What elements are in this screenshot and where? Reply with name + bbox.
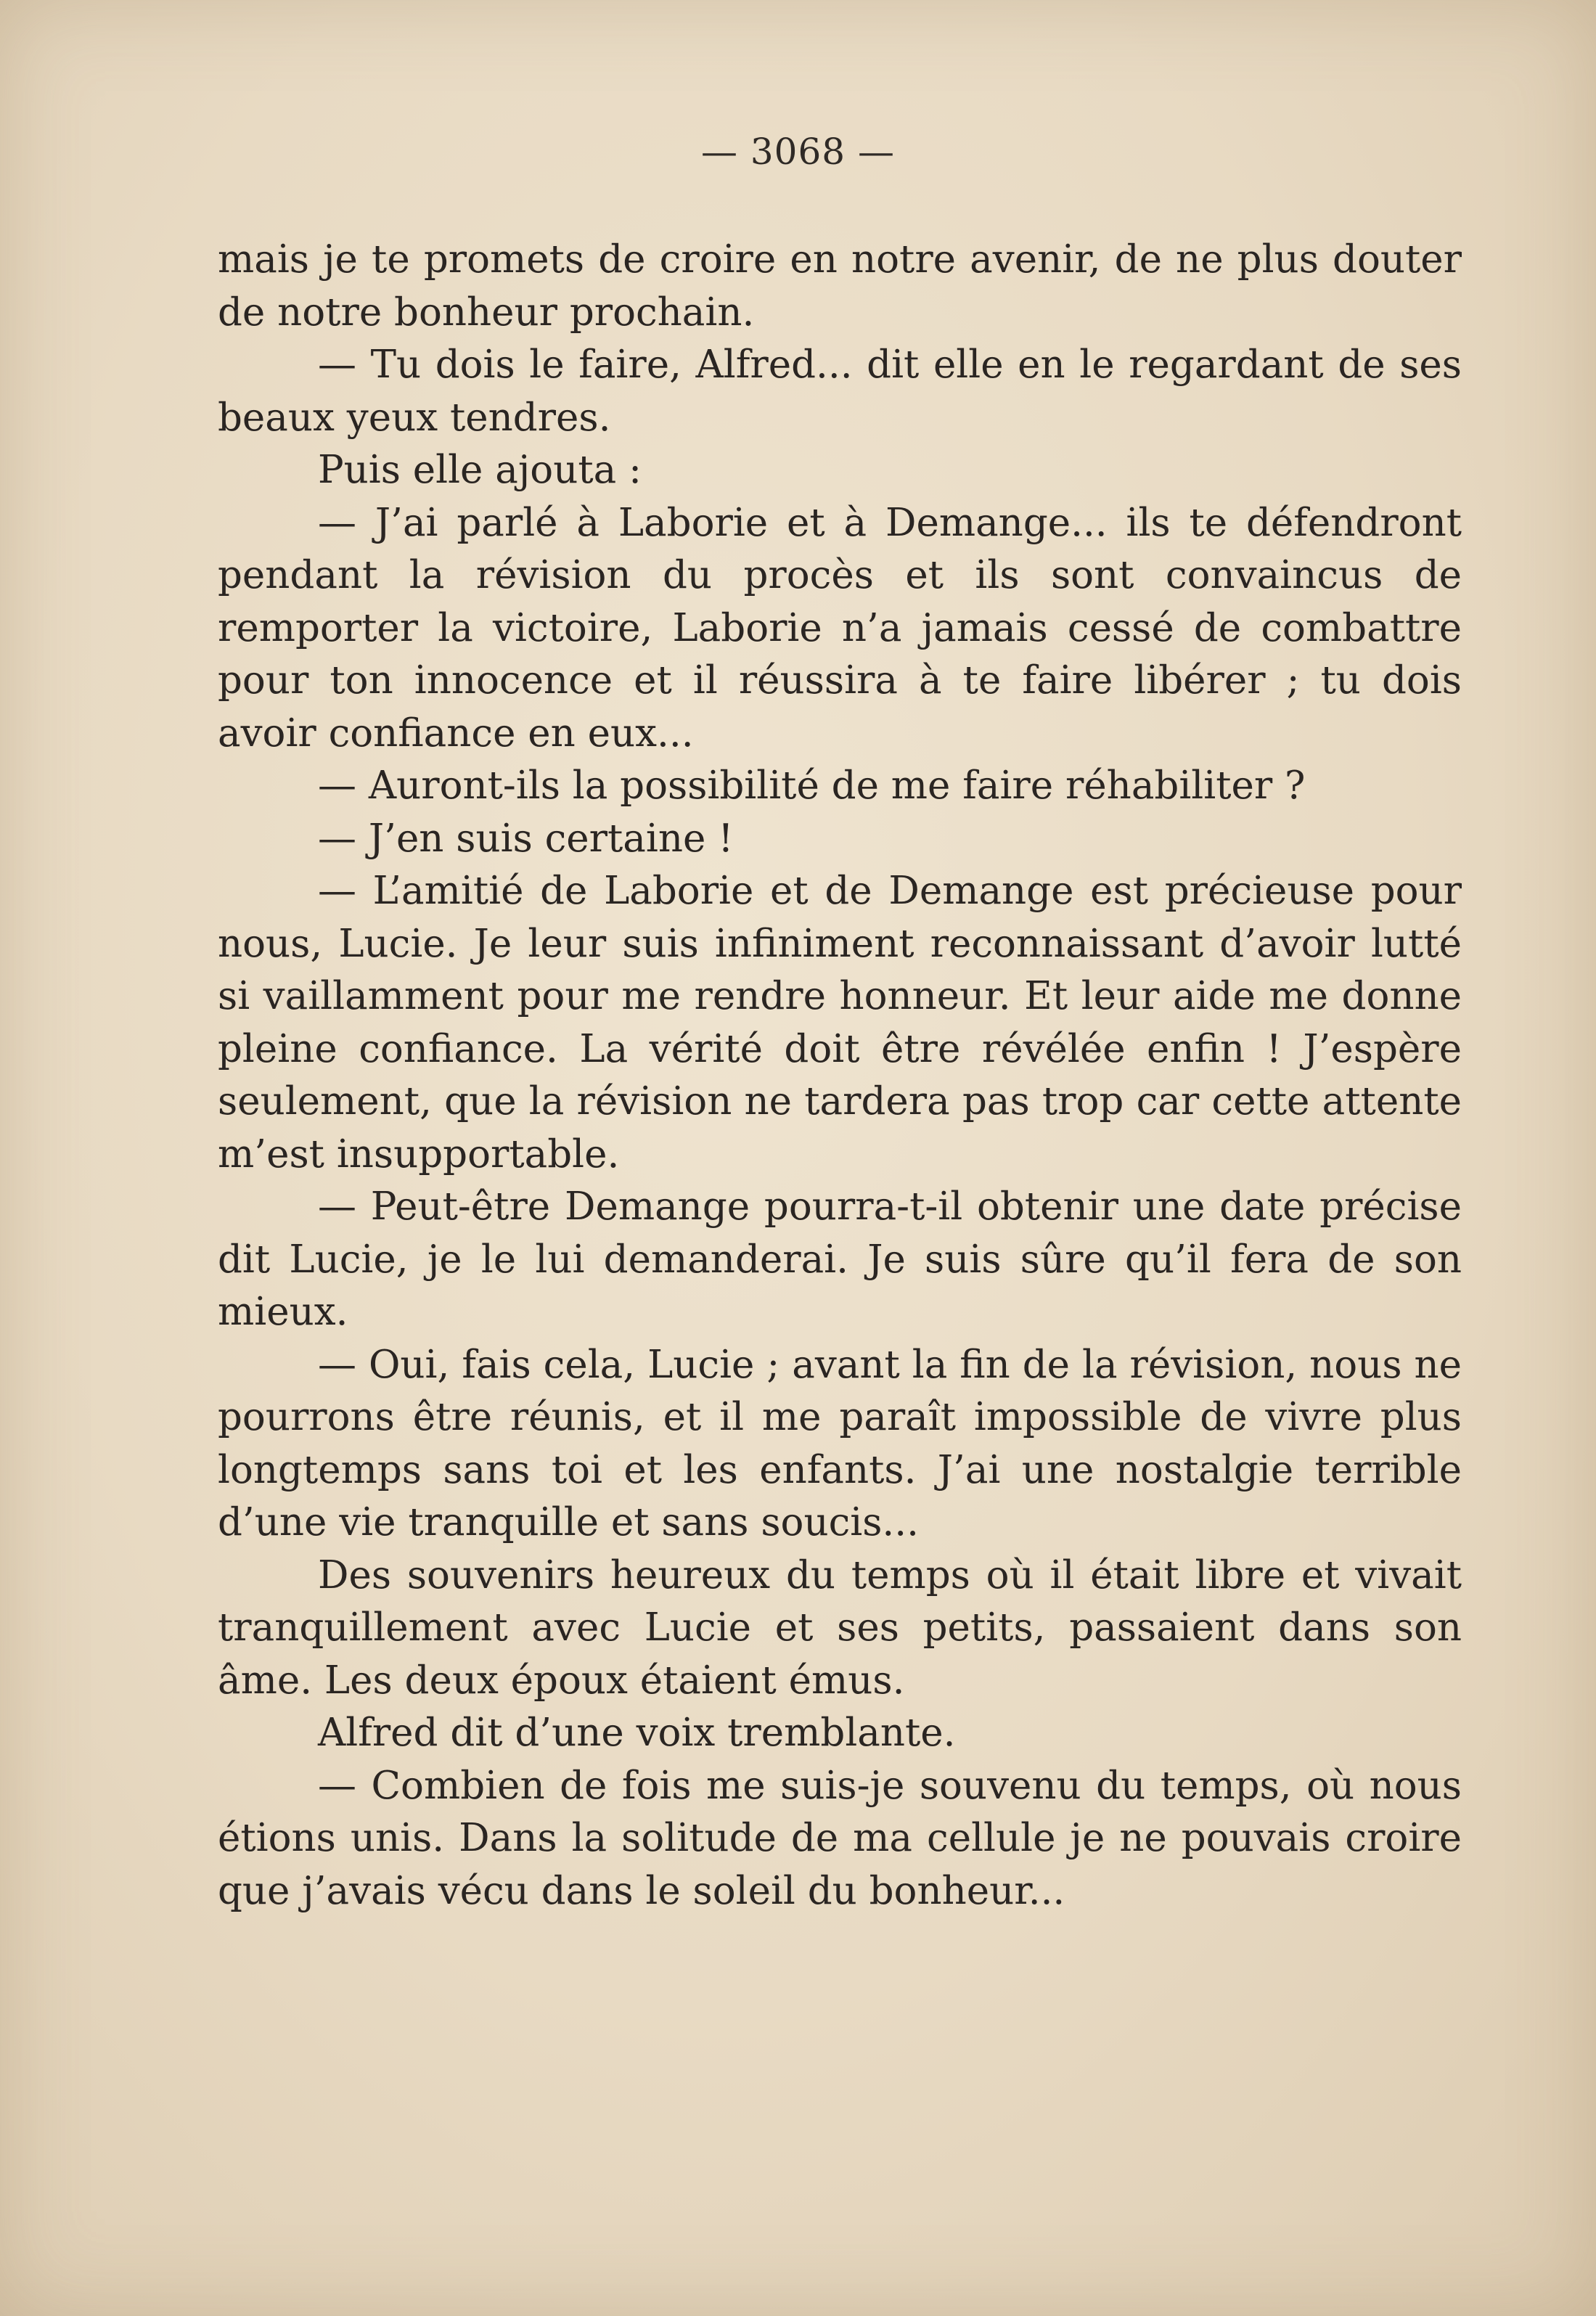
paragraph: — Combien de fois me suis-je souvenu du temps, où nous étions unis. Dans la solitude de ma cellule je ne pouvais croire que j’avais vécu dans le soleil du bonheur... [218,1763,1462,1913]
body-text [218,234,1462,1918]
paragraph: — Oui, fais cela, Lucie ; avant la fin de la révision, nous ne pourrons être réunis, et il me paraît impossible de vivre plus longtemps sans toi et les enfants. J’ai une nostalgie terrible d’une vie tranquille et sans soucis... [218,1342,1462,1544]
paragraph: Des souvenirs heureux du temps où il était libre et vivait tranquillement avec Lucie et ses petits, passaient dans son âme. Les deux époux étaient émus. [218,1552,1462,1703]
paragraph: Alfred dit d’une voix tremblante. [318,1711,956,1755]
paragraph: — Peut-être Demange pourra-t-il obtenir une date précise dit Lucie, je le lui demanderai. Je suis sûre qu’il fera de son mieux. [218,1184,1462,1334]
page-number: — 3068 — [700,131,896,173]
paragraph: — Auront-ils la possibilité de me faire réhabiliter ? [318,764,1306,808]
paragraph: — J’ai parlé à Laborie et à Demange... ils te défendront pendant la révision du procès et ils sont convaincus de remporter la victoire, Laborie n’a jamais cessé de combattre pour ton innocence et il réussira à te faire libérer ; tu dois avoir confiance en eux... [218,500,1462,756]
paragraph: — Tu dois le faire, Alfred... dit elle en le regardant de ses beaux yeux tendres. [218,343,1462,440]
paragraph: Puis elle ajouta : [318,448,642,492]
paragraph: — J’en suis certaine ! [318,816,734,861]
paragraph-continuation: mais je te promets de croire en notre avenir, de ne plus douter de notre bonheur prochain. [218,237,1462,335]
paragraph: — L’amitié de Laborie et de Demange est précieuse pour nous, Lucie. Je leur suis infiniment reconnaissant d’avoir lutté si vaillamment pour me rendre honneur. Et leur aide me donne pleine confiance. La vérité doit être révélée enfin ! J’espère seulement, que la révision ne tardera pas trop car cette attente m’est insupportable. [218,869,1462,1177]
